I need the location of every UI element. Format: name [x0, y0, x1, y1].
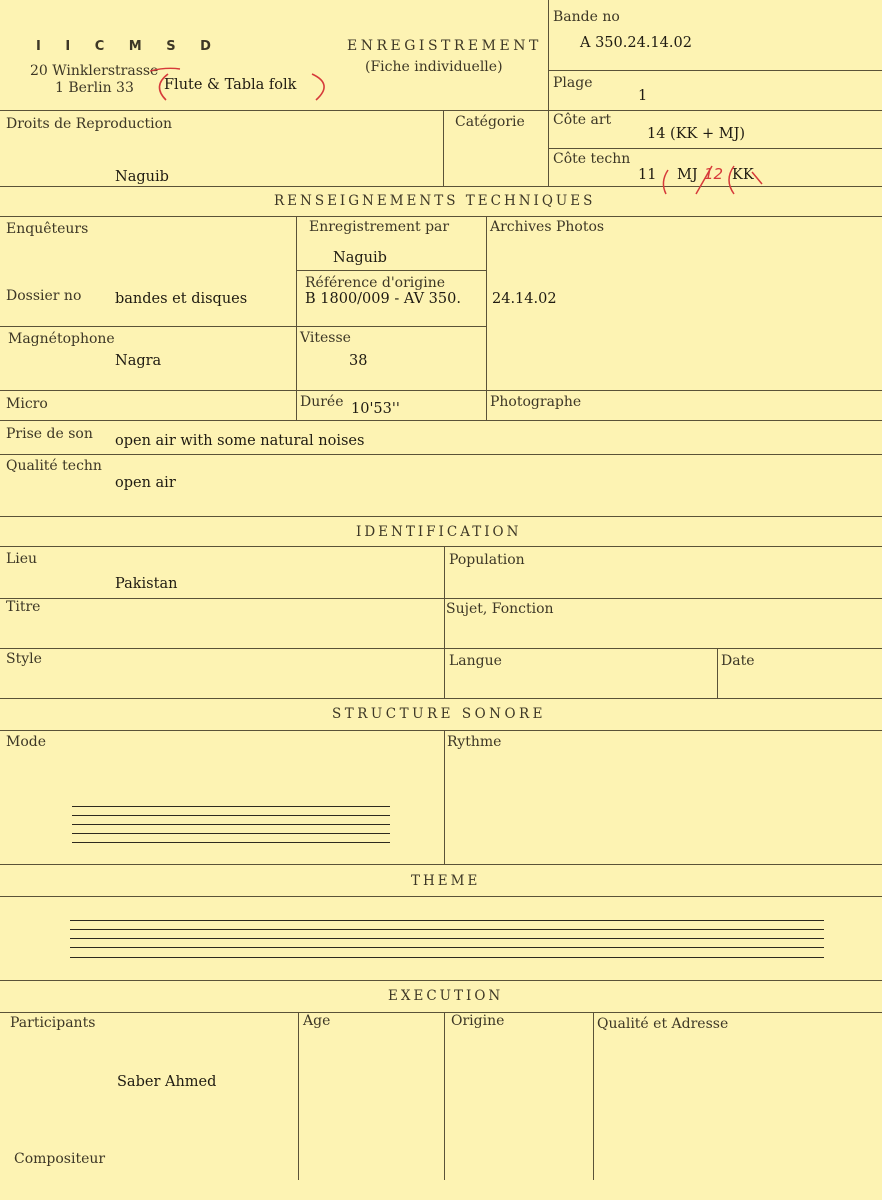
rule-exec-col3 [593, 1012, 594, 1180]
rule-mode-bottom [0, 864, 882, 865]
duree-value: 10'53'' [351, 401, 400, 417]
participants-value: Saber Ahmed [117, 1074, 217, 1090]
qualite-adresse-label: Qualité et Adresse [597, 1016, 729, 1032]
rule-tech-col1 [296, 216, 297, 420]
langue-label: Langue [449, 653, 502, 669]
style-label: Style [6, 651, 42, 667]
bande-no-value: A 350.24.14.02 [580, 35, 692, 51]
compositeur-label: Compositeur [14, 1151, 106, 1167]
rule-titre-bottom [0, 648, 882, 649]
vitesse-value: 38 [349, 353, 368, 369]
titre-label: Titre [6, 599, 41, 615]
form-subtitle: (Fiche individuelle) [365, 59, 503, 75]
qualite-techn-value: open air [115, 475, 176, 491]
rule-magneto-bottom [0, 390, 882, 391]
rule-lieu-bottom [0, 598, 882, 599]
qualite-techn-label: Qualité techn [6, 458, 102, 474]
execution-section-title: EXECUTION [388, 988, 504, 1004]
rule-tech-col2 [486, 216, 487, 420]
plage-label: Plage [553, 75, 593, 91]
reference-value-b: 24.14.02 [492, 291, 557, 307]
cote-art-value: 14 (KK + MJ) [647, 126, 746, 142]
photographe-label: Photographe [490, 394, 582, 410]
right-paren-title [312, 74, 324, 100]
theme-section-title: THEME [411, 873, 481, 889]
rule-tech-header-bottom [0, 216, 882, 217]
rule-header-bottom [0, 110, 882, 111]
droits-label: Droits de Reproduction [6, 116, 173, 132]
rule-date-left [717, 648, 718, 698]
rule-micro-bottom [0, 420, 882, 421]
rule-plage-top [548, 70, 882, 71]
rule-prise-bottom [0, 454, 882, 455]
participants-label: Participants [10, 1015, 96, 1031]
form-title: ENREGISTREMENT [347, 38, 542, 54]
rule-rights-bottom [0, 186, 882, 187]
rule-ident-header-bottom [0, 546, 882, 547]
address-line-2: 1 Berlin 33 [55, 80, 134, 96]
bande-no-label: Bande no [553, 9, 620, 25]
lieu-value: Pakistan [115, 576, 178, 592]
micro-label: Micro [6, 396, 48, 412]
rule-right-box-left [548, 0, 549, 186]
sujet-label: Sujet, Fonction [446, 601, 554, 617]
reference-label: Référence d'origine [305, 275, 446, 291]
prise-de-son-label: Prise de son [6, 426, 93, 442]
archives-photos-label: Archives Photos [490, 219, 605, 235]
rule-enreg-bottom [296, 270, 486, 271]
lieu-label: Lieu [6, 551, 38, 567]
cote-techn-mj: MJ [677, 167, 698, 183]
left-paren-cote [663, 170, 668, 194]
address-line-1: 20 Winklerstrasse [30, 63, 159, 79]
droits-value: Naguib [115, 169, 169, 185]
rule-ident-col [444, 546, 445, 698]
rule-exec-col2 [444, 1012, 445, 1180]
cote-techn-number: 11 [638, 167, 657, 183]
rule-categorie-left [443, 110, 444, 186]
population-label: Population [449, 552, 525, 568]
rule-theme-bottom [0, 980, 882, 981]
handwritten-title: Flute & Tabla folk [164, 77, 297, 93]
rythme-label: Rythme [447, 734, 502, 750]
enregistrement-par-label: Enregistrement par [309, 219, 450, 235]
cote-techn-label: Côte techn [553, 151, 631, 167]
rule-style-bottom [0, 698, 882, 699]
plage-value: 1 [638, 88, 648, 104]
rule-struct-header-bottom [0, 730, 882, 731]
categorie-label: Catégorie [455, 114, 525, 130]
cote-art-label: Côte art [553, 112, 612, 128]
date-label: Date [721, 653, 755, 669]
enqueteurs-label: Enquêteurs [6, 221, 89, 237]
technical-section-title: RENSEIGNEMENTS TECHNIQUES [274, 193, 596, 209]
reference-value-a: B 1800/009 - AV 350. [305, 291, 461, 307]
cote-techn-kk: KK [732, 167, 754, 183]
rule-struct-col [444, 730, 445, 864]
duree-label: Durée [300, 394, 344, 410]
rule-dossier-bottom [0, 326, 486, 327]
rule-cote-techn-top [548, 148, 882, 149]
prise-de-son-value: open air with some natural noises [115, 433, 365, 449]
org-name: I I C M S D [36, 39, 221, 54]
magnetophone-label: Magnétophone [8, 331, 115, 347]
age-label: Age [303, 1013, 331, 1029]
rule-theme-header-bottom [0, 896, 882, 897]
rule-exec-header-bottom [0, 1012, 882, 1013]
handwritten-correction: 12 [704, 165, 724, 183]
vitesse-label: Vitesse [300, 330, 351, 346]
origine-label: Origine [451, 1013, 505, 1029]
dossier-label: Dossier no [6, 288, 82, 304]
magnetophone-value: Nagra [115, 353, 162, 369]
structure-section-title: STRUCTURE SONORE [332, 706, 547, 722]
mode-label: Mode [6, 734, 47, 750]
enregistrement-par-value: Naguib [333, 250, 387, 266]
identification-section-title: IDENTIFICATION [356, 524, 522, 540]
rule-qualite-bottom [0, 516, 882, 517]
dossier-value: bandes et disques [115, 291, 248, 307]
rule-exec-col1 [298, 1012, 299, 1180]
